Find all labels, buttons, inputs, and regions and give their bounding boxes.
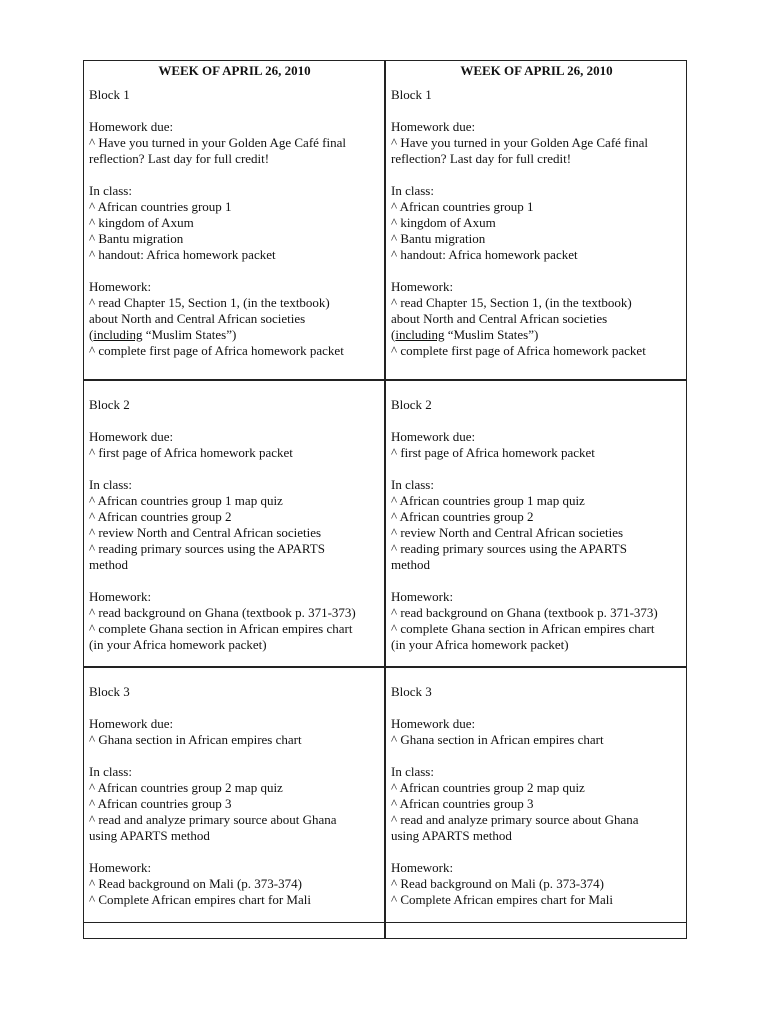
list-item: ^ review North and Central African societies bbox=[391, 525, 624, 540]
underlined-word: including bbox=[395, 327, 445, 342]
list-item: ^ read Chapter 15, Section 1, (in the textbook) bbox=[89, 295, 330, 310]
list-item: ^ Bantu migration bbox=[89, 231, 184, 246]
block-title: Block 1 bbox=[391, 87, 432, 102]
section-label: Homework due: bbox=[89, 716, 174, 731]
list-item: ^ read Chapter 15, Section 1, (in the textbook) bbox=[391, 295, 632, 310]
cell-empty-left bbox=[84, 923, 385, 939]
cell-block-3-left bbox=[84, 668, 385, 923]
list-item: ^ Bantu migration bbox=[391, 231, 486, 246]
section-label: In class: bbox=[89, 477, 132, 492]
section-label: Homework: bbox=[391, 860, 454, 875]
section-label: Homework due: bbox=[89, 429, 174, 444]
list-item: ^ read and analyze primary source about Ghana bbox=[89, 812, 337, 827]
table-row-empty bbox=[84, 923, 687, 939]
list-item: using APARTS method bbox=[89, 828, 210, 843]
cell-empty-right bbox=[385, 923, 687, 939]
section-label: Homework: bbox=[391, 279, 454, 294]
list-item: ^ first page of Africa homework packet bbox=[391, 445, 595, 460]
list-item: using APARTS method bbox=[391, 828, 512, 843]
list-item: (including “Muslim States”) bbox=[391, 327, 539, 342]
list-item: ^ reading primary sources using the APARTS bbox=[89, 541, 325, 556]
block-title: Block 3 bbox=[89, 684, 130, 699]
list-item: reflection? Last day for full credit! bbox=[391, 151, 572, 166]
list-item: method bbox=[391, 557, 430, 572]
cell-block-1-right bbox=[385, 61, 687, 381]
list-item: reflection? Last day for full credit! bbox=[89, 151, 270, 166]
block-title: Block 2 bbox=[391, 397, 432, 412]
list-item: ^ Ghana section in African empires chart bbox=[391, 732, 604, 747]
week-heading-left: WEEK OF APRIL 26, 2010 bbox=[158, 63, 311, 78]
section-label: Homework due: bbox=[391, 119, 476, 134]
underlined-word: including bbox=[93, 327, 143, 342]
cell-block-2-right bbox=[385, 381, 687, 668]
section-label: Homework: bbox=[89, 589, 152, 604]
cell-block-3-right bbox=[385, 668, 687, 923]
section-label: In class: bbox=[391, 764, 434, 779]
list-item: ^ first page of Africa homework packet bbox=[89, 445, 293, 460]
list-item: ^ handout: Africa homework packet bbox=[391, 247, 578, 262]
list-item: ^ Complete African empires chart for Mali bbox=[391, 892, 613, 907]
list-item: ^ Read background on Mali (p. 373-374) bbox=[391, 876, 604, 891]
list-item: ^ review North and Central African societies bbox=[89, 525, 322, 540]
list-item: ^ complete first page of Africa homework packet bbox=[89, 343, 344, 358]
list-item: ^ African countries group 1 map quiz bbox=[391, 493, 585, 508]
list-item: ^ African countries group 1 bbox=[89, 199, 232, 214]
section-label: In class: bbox=[89, 183, 132, 198]
block-title: Block 2 bbox=[89, 397, 130, 412]
list-item: ^ African countries group 1 map quiz bbox=[89, 493, 283, 508]
list-item: method bbox=[89, 557, 128, 572]
list-item: ^ African countries group 3 bbox=[391, 796, 534, 811]
list-item: ^ reading primary sources using the APARTS bbox=[391, 541, 627, 556]
section-label: In class: bbox=[89, 764, 132, 779]
section-label: Homework due: bbox=[391, 716, 476, 731]
list-item: ^ Have you turned in your Golden Age Café final bbox=[391, 135, 649, 150]
list-item: (including “Muslim States”) bbox=[89, 327, 237, 342]
table-row-block-1 bbox=[84, 61, 687, 381]
list-item: ^ African countries group 3 bbox=[89, 796, 232, 811]
week-heading-right: WEEK OF APRIL 26, 2010 bbox=[460, 63, 613, 78]
list-item: ^ kingdom of Axum bbox=[89, 215, 194, 230]
table-row-block-3 bbox=[84, 668, 687, 923]
list-item: ^ handout: Africa homework packet bbox=[89, 247, 276, 262]
table-row-block-2 bbox=[84, 381, 687, 668]
list-item: ^ read background on Ghana (textbook p. 371-373) bbox=[89, 605, 356, 620]
list-item: ^ read background on Ghana (textbook p. 371-373) bbox=[391, 605, 658, 620]
list-item: ^ kingdom of Axum bbox=[391, 215, 496, 230]
list-item: (in your Africa homework packet) bbox=[89, 637, 267, 652]
section-label: In class: bbox=[391, 183, 434, 198]
list-item: ^ read and analyze primary source about Ghana bbox=[391, 812, 639, 827]
list-item: ^ Read background on Mali (p. 373-374) bbox=[89, 876, 302, 891]
list-item: about North and Central African societies bbox=[89, 311, 306, 326]
list-item: ^ complete first page of Africa homework packet bbox=[391, 343, 646, 358]
list-item: about North and Central African societies bbox=[391, 311, 608, 326]
cell-block-2-left bbox=[84, 381, 385, 668]
cell-block-1-left bbox=[84, 61, 385, 381]
list-item: ^ Complete African empires chart for Mali bbox=[89, 892, 311, 907]
list-item: ^ African countries group 1 bbox=[391, 199, 534, 214]
list-item: ^ African countries group 2 map quiz bbox=[391, 780, 585, 795]
section-label: Homework: bbox=[391, 589, 454, 604]
list-item: ^ Have you turned in your Golden Age Café final bbox=[89, 135, 347, 150]
section-label: Homework due: bbox=[391, 429, 476, 444]
section-label: Homework: bbox=[89, 860, 152, 875]
list-item: ^ complete Ghana section in African empires chart bbox=[391, 621, 655, 636]
list-item: ^ African countries group 2 bbox=[391, 509, 534, 524]
list-item: ^ African countries group 2 map quiz bbox=[89, 780, 283, 795]
section-label: Homework due: bbox=[89, 119, 174, 134]
section-label: In class: bbox=[391, 477, 434, 492]
block-title: Block 3 bbox=[391, 684, 432, 699]
list-item: ^ complete Ghana section in African empires chart bbox=[89, 621, 353, 636]
list-item: (in your Africa homework packet) bbox=[391, 637, 569, 652]
section-label: Homework: bbox=[89, 279, 152, 294]
list-item: ^ African countries group 2 bbox=[89, 509, 232, 524]
block-title: Block 1 bbox=[89, 87, 130, 102]
list-item: ^ Ghana section in African empires chart bbox=[89, 732, 302, 747]
schedule-table bbox=[83, 60, 687, 939]
